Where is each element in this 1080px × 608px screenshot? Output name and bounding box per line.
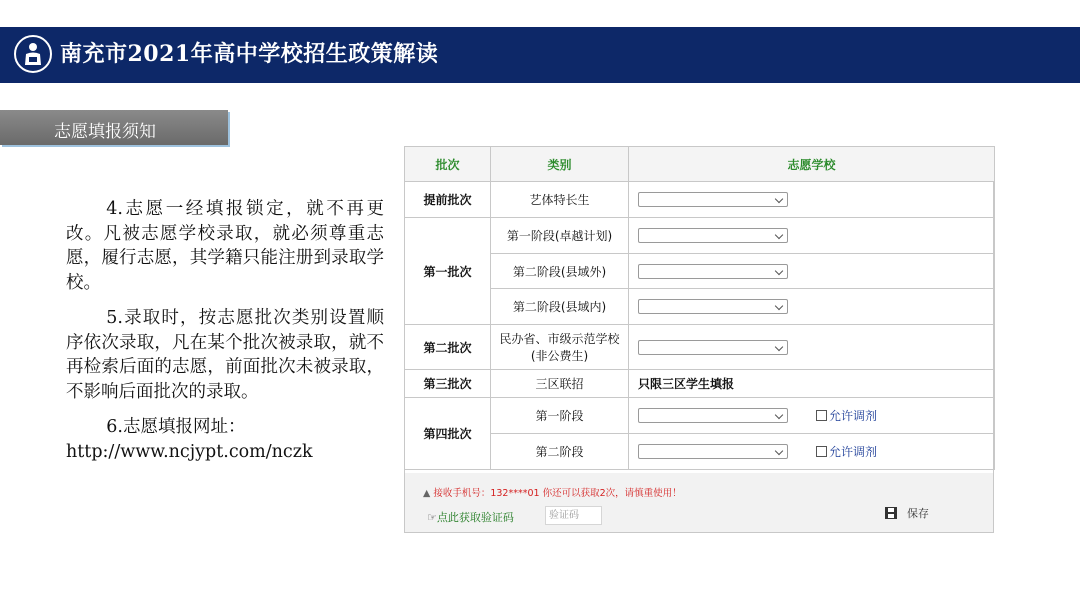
allow-adjust-checkbox-1[interactable]: [816, 407, 877, 424]
note-item-6: 6.志愿填报网址：: [106, 417, 246, 437]
logo-icon: [14, 35, 52, 73]
category-second-stage-out: 第二阶段(县域外): [491, 254, 629, 289]
bell-icon: ▲: [423, 488, 431, 499]
checkbox-icon: [816, 446, 827, 457]
page-title: 南充市2021年高中学校招生政策解读: [60, 41, 439, 67]
third-batch-note: 只限三区学生填报: [629, 370, 995, 398]
table-row: [405, 434, 995, 470]
school-select-second-stage-out[interactable]: [638, 264, 788, 279]
category-first-stage: 第一阶段(卓越计划): [491, 218, 629, 254]
category-second-stage-in: 第二阶段(县域内): [491, 289, 629, 325]
school-select-second-stage-in[interactable]: [638, 299, 788, 314]
category-fourth-stage2: 第二阶段: [491, 434, 629, 470]
table-row: [405, 325, 995, 370]
application-form: [404, 146, 994, 533]
note-item-5: 5.录取时，按志愿批次类别设置顺序依次录取，凡在某个批次被录取，就不再检索后面的志愿，前面批次未被录取，不影响后面批次的录取。: [66, 308, 384, 402]
table-row: [405, 254, 995, 289]
header-batch: 批次: [405, 147, 491, 182]
allow-adjust-checkbox-2[interactable]: [816, 443, 877, 460]
batch-first: 第一批次: [405, 218, 491, 325]
category-private-line2: (非公费生): [530, 349, 589, 363]
school-select-art[interactable]: [638, 192, 788, 207]
section-tab: [0, 110, 228, 145]
save-button[interactable]: 保存: [885, 505, 929, 521]
school-select-fourth-stage1[interactable]: [638, 408, 788, 423]
form-footer: [405, 473, 993, 532]
allow-adjust-label: 允许调剂: [829, 445, 878, 459]
save-icon: [885, 507, 897, 519]
batch-second: 第二批次: [405, 325, 491, 370]
pointer-hand-icon: ☞: [427, 511, 437, 524]
batch-early: 提前批次: [405, 182, 491, 218]
header-school: 志愿学校: [629, 147, 995, 182]
table-row: [405, 370, 995, 398]
header-category: 类别: [491, 147, 629, 182]
checkbox-icon: [816, 410, 827, 421]
category-private: [491, 325, 629, 370]
table-row: [405, 398, 995, 434]
school-select-private[interactable]: [638, 340, 788, 355]
school-select-first-stage[interactable]: [638, 228, 788, 243]
verification-code-input[interactable]: 验证码: [545, 506, 602, 525]
school-select-fourth-stage2[interactable]: [638, 444, 788, 459]
allow-adjust-label: 允许调剂: [829, 409, 878, 423]
note-item-4: 4.志愿一经填报锁定，就不再更改。凡被志愿学校录取，就必须尊重志愿，履行志愿，其学籍只能注册到录取学校。: [66, 199, 384, 293]
category-art: 艺体特长生: [491, 182, 629, 218]
section-title: 志愿填报须知: [54, 122, 156, 142]
table-header-row: [405, 147, 995, 182]
category-private-line1: 民办省、市级示范学校: [499, 332, 620, 346]
category-fourth-stage1: 第一阶段: [491, 398, 629, 434]
batch-fourth: 第四批次: [405, 398, 491, 470]
preference-table: [404, 146, 995, 470]
website-url: http://www.ncjypt.com/nczk: [66, 441, 313, 462]
category-three-district: 三区联招: [491, 370, 629, 398]
header-bar: [0, 27, 1080, 83]
get-code-link[interactable]: ☞点此获取验证码: [427, 511, 514, 524]
batch-third: 第三批次: [405, 370, 491, 398]
table-row: [405, 289, 995, 325]
phone-notice: ▲ 接收手机号：132****01 你还可以获取2次，请慎重使用！: [423, 488, 682, 499]
table-row: [405, 218, 995, 254]
table-row: [405, 182, 995, 218]
notes-text: [66, 197, 384, 464]
